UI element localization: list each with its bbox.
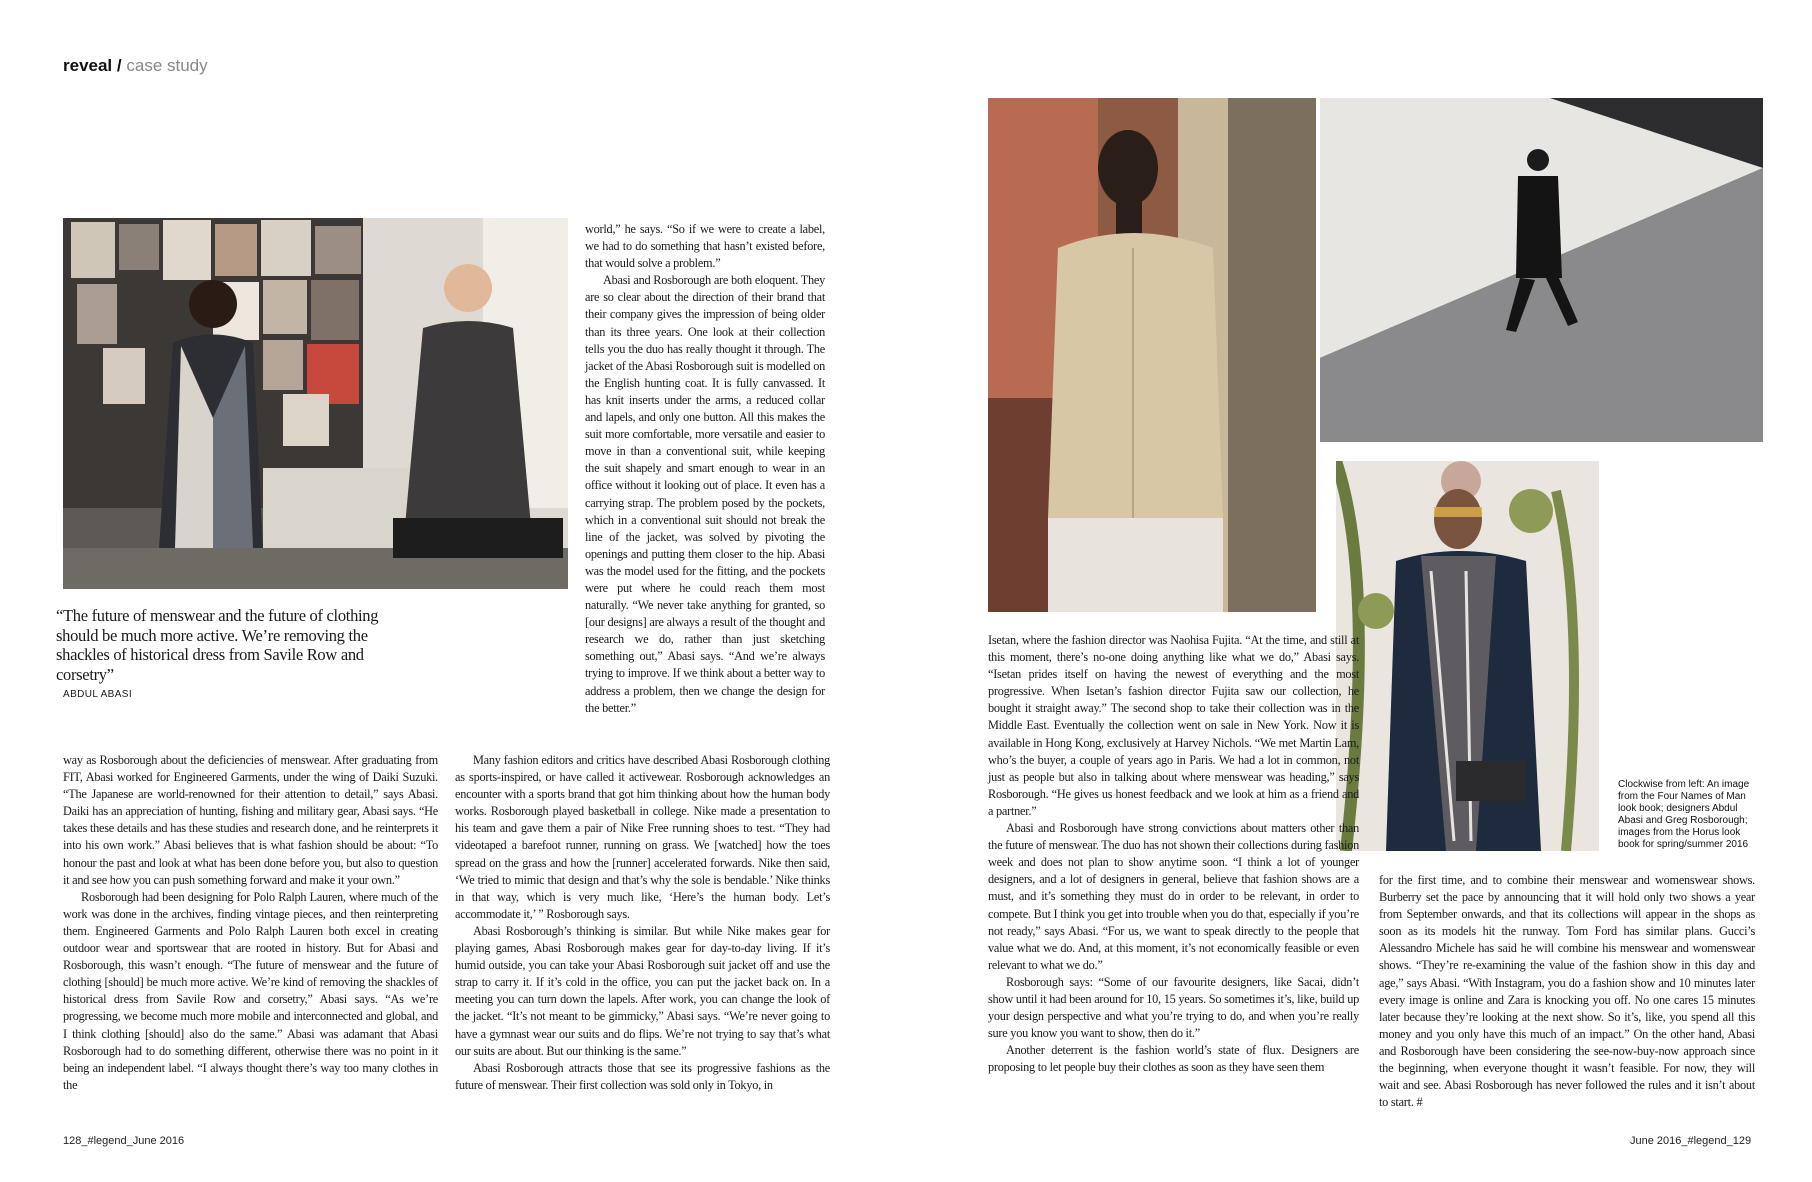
folio-right: June 2016_#legend_129 (1630, 1135, 1752, 1147)
photo-caption: Clockwise from left: An image from the Four Names of Man look book; designers Abdul Abasi and Greg Rosborough; images from the Horus look book for spring/summer 2016 (1618, 779, 1750, 850)
paragraph: Abasi Rosborough attracts those that see its progressive fashions as the future of menswear. Their first collection was sold only in Tokyo, in (455, 1060, 830, 1092)
folio-left: 128_#legend_June 2016 (63, 1135, 185, 1147)
designers-photo (63, 218, 568, 589)
column-1 (63, 752, 438, 1094)
paragraph: Abasi Rosborough’s thinking is similar. But while Nike makes gear for playing games, Abasi Rosborough makes gear for day-to-day living. If it’s humid outside, you can take your Abasi Rosborough suit jacket off and use the strap to carry it. If it’s cold in the office, you can put the jacket back on. In a meeting you can turn down the lapels. After work, you can change the look of the jacket. “It’s not meant to be gimmicky,” Abasi says. “We’re never going to have a gymnast wear our suits and do flips. We’re not trying to say that’s what our suits are about. But our thinking is the same.” (455, 923, 830, 1058)
section-label (63, 56, 208, 76)
model-walking-photo (1320, 98, 1763, 442)
model-scarf-photo (1336, 461, 1599, 851)
section-separator: / (116, 56, 122, 75)
paragraph: Another deterrent is the fashion world’s state of flux. Designers are proposing to let people buy their clothes as soon as they have seen them (988, 1043, 1359, 1075)
subsection-name: case study (126, 56, 208, 75)
paragraph: Abasi and Rosborough have strong convictions about matters other than the future of menswear. The duo has not shown their collections during fashion week and does not plan to show anytime soon. “I think a lot of younger designers, and a lot of designers in general, believe that fashion shows are a must, and it’s something they must do in order to be relevant, in order to compete. But I think you get into trouble when you do that, especially if you’re not ready,” says Abasi. “For us, we want to speak directly to the people that value what we do. And, at this moment, it’s not economically feasible or even relevant to what we do.” (988, 821, 1359, 972)
column-2 (455, 752, 830, 1094)
column-3 (988, 632, 1359, 1076)
model-brick-wall-photo (988, 98, 1316, 612)
paragraph: Rosborough says: “Some of our favourite designers, like Sacai, didn’t show until it had been around for 10, 15 years. So sometimes it’s, like, build up your design perspective and what you’re trying to do, and when you’re really sure you know you want to show, then do it.” (988, 974, 1359, 1041)
paragraph: way as Rosborough about the deficiencies of menswear. After graduating from FIT, Abasi worked for Engineered Garments, under the wing of Daiki Suzuki. “The Japanese are world-renowned for their attention to detail,” says Abasi. Daiki has an appreciation of hunting, fishing and military gear, Abasi says. “He takes these details and has these studies and research done, and he reinterprets it into his own work.” Abasi believes that is what fashion should be about: “To honour the past and look at what has been done before you, but also to question it and see how you can push something forward and make it your own.” (63, 753, 438, 887)
column-4 (1379, 872, 1755, 1111)
paragraph: for the first time, and to combine their menswear and womenswear shows. Burberry set the pace by announcing that it will hold only two shows a year from September onwards, and that its collections will appear in the shops as soon as its models hit the runway. Tom Ford has similar plans. Gucci’s Alessandro Michele has said he will combine his menswear and womenswear shows. “They’re re-examining the value of the fashion show in this day and age,” says Abasi. “With Instagram, you do a fashion show and 10 minutes later every image is online and Zara is knocking you off. No one cares 15 minutes later because they’re looking at the next show. So it’s, like, you spend all this money and you only have this much of an impact.” On the other hand, Abasi and Rosborough have been considering the see-now-buy-now approach since the beginning, when everyone thought it wasn’t feasible. For now, they will wait and see. Abasi Rosborough has never followed the rules and it isn’t about to start. # (1379, 873, 1755, 1110)
paragraph: Many fashion editors and critics have described Abasi Rosborough clothing as sports-inspired, or have called it activewear. Rosborough acknowledges an encounter with a sports brand that got him thinking about how the human body works. Rosborough played basketball in college. Nike made a presentation to his team and gave them a pair of Nike Free running shoes to test. “They had videotaped a barefoot runner, running on grass. We [watched] how the toes spread on the grass and how the [runner] accelerated forwards. Nike then said, ‘We tried to mimic that design and that’s why the sole is bendable.’ Nike thinks in that way, which is very much like, ‘Here’s the human body. Let’s accommodate it,’ ” Rosborough says. (455, 753, 830, 921)
pull-quote: “The future of menswear and the future of clothing should be much more active. We’re removing the shackles of historical dress from Savile Row and corsetry” (56, 606, 379, 684)
paragraph: Rosborough had been designing for Polo Ralph Lauren, where much of the work was done in the archives, finding vintage pieces, and then reinterpreting them. Engineered Garments and Polo Ralph Lauren both excel in creating outdoor wear and sportswear that are rooted in history. But for Abasi and Rosborough, this wasn’t enough. “The future of menswear and the future of clothing [should] be much more active. We’re kind of removing the shackles of historical dress from Savile Row and corsetry,” Abasi says. “As we’re progressing, we become much more mobile and interconnected and global, and I think clothing [should] also do the same.” Abasi was adamant that Abasi Rosborough had to do something different, otherwise there was no point in it being an independent label. “I always thought there’s way too many clothes in the (63, 889, 438, 1092)
pull-quote-author: ABDUL ABASI (63, 689, 133, 700)
paragraph: Isetan, where the fashion director was Naohisa Fujita. “At the time, and still at this moment, there’s no-one doing anything like what we do,” Abasi says. “Isetan prides itself on having the newest of everything and the most progressive. When Isetan’s fashion director Fujita saw our collection, he bought it straight away.” The second shop to take their collection was in the Middle East. Eventually the collection went on sale in New York. Now it is available in Hong Kong, exclusively at Harvey Nichols. “We met Martin Lam, who’s the buyer, a couple of years ago in Paris. We had a lot in common, not just as people but also in talking about where menswear was heading,” says Rosborough. “He gives us honest feedback and we look at him as a friend and a partner.” (988, 633, 1359, 818)
paragraph: Abasi and Rosborough are both eloquent. They are so clear about the direction of their brand that their company gives the impression of being older than its three years. One look at their collection tells you the duo has really thought it through. The jacket of the Abasi Rosborough suit is modelled on the English hunting coat. It is fully canvassed. It has knit inserts under the arms, a reduced collar and lapels, and only one button. All this makes the suit more comfortable, more versatile and easier to move in than a conventional suit, while keeping the suit shapely and smart enough to wear in an office without it looking out of place. It even has a carrying strap. The problem posed by the pockets, which in a conventional suit should not break the line of the jacket, was solved by pivoting the openings and putting them closer to the hip. Abasi was the model used for the fitting, and the pockets were put where he could reach them most naturally. “We never take anything for granted, so [our designs] are always a result of the thought and research we do, rather than just sketching something out,” Abasi says. “And we’re always trying to improve. If we think about a better way to address a problem, then we change the design for the better.” (585, 273, 825, 715)
paragraph: world,” he says. “So if we were to create a label, we had to do something that hasn’t existed before, that would solve a problem.” (585, 222, 825, 271)
column-2-top (585, 221, 825, 717)
section-name: reveal (63, 56, 113, 75)
